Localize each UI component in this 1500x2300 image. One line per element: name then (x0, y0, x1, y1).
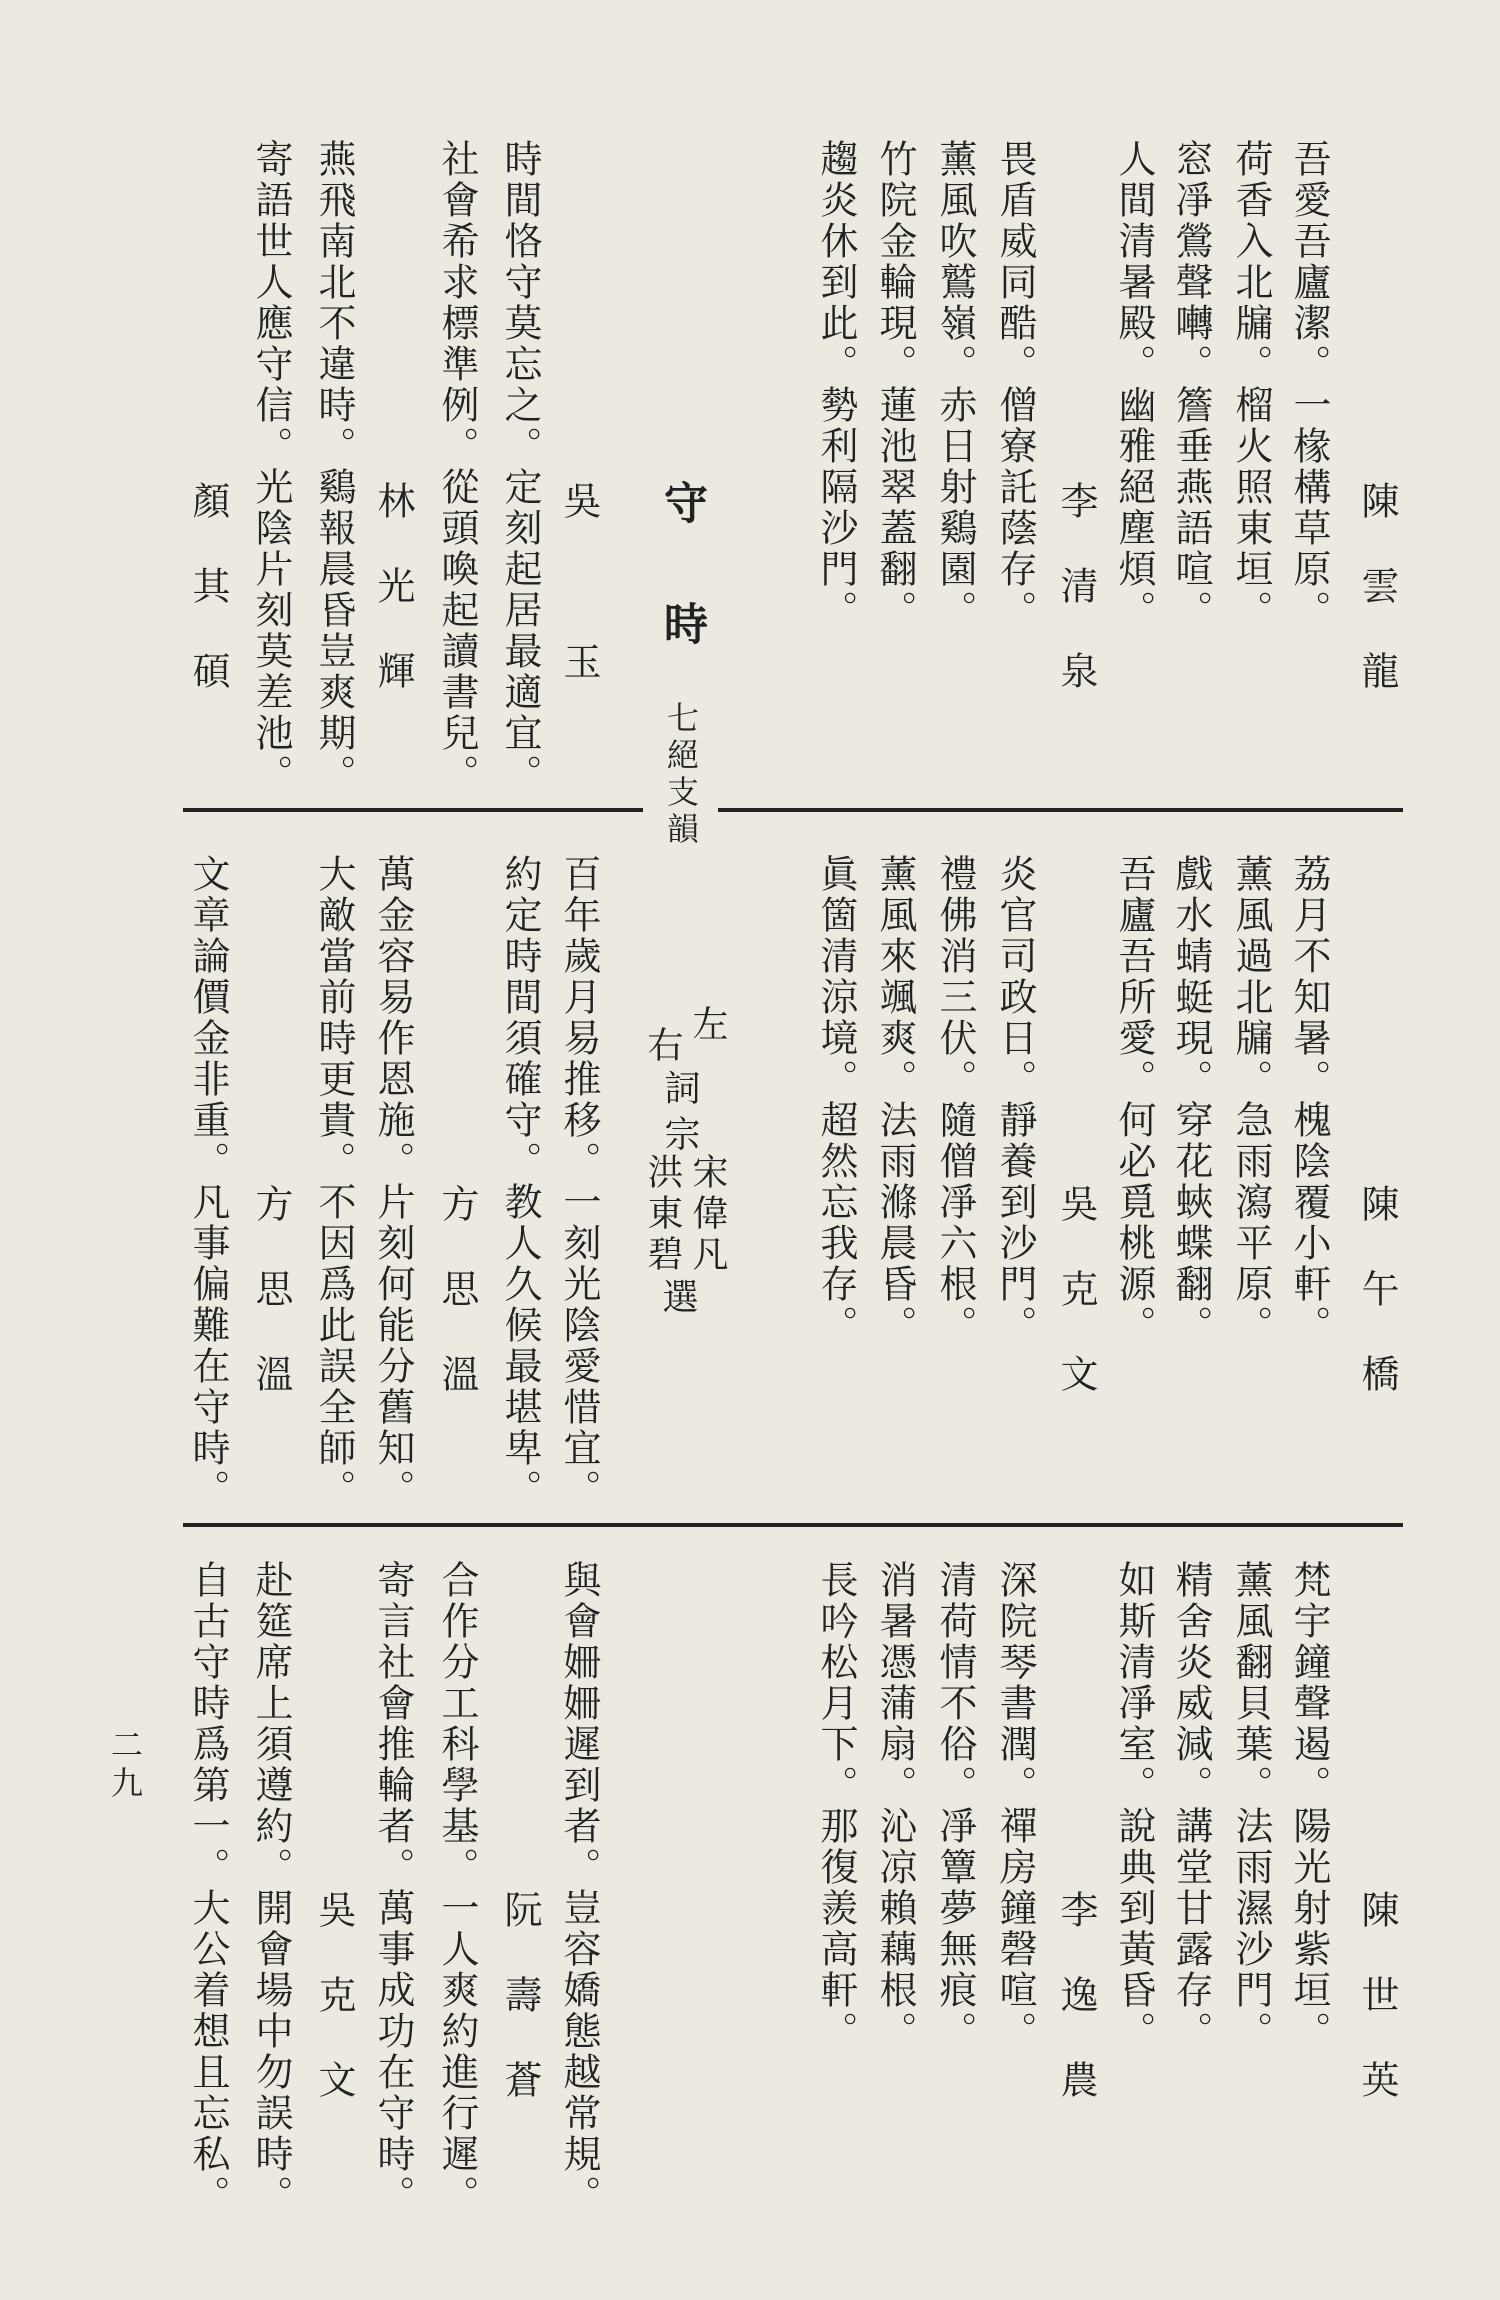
poem-line: 畏盾威同酷。僧寮託蔭存。 (993, 139, 1037, 631)
poem-line: 戲水蜻蜓現。穿花蛺蝶翻。 (1169, 854, 1213, 1346)
poem-author: 吳克文 (1054, 1184, 1098, 1439)
poem-line: 百年歲月易推移。一刻光陰愛惜宜。 (557, 854, 601, 1510)
poem-line: 寄語世人應守信。光陰片刻莫差池。 (249, 139, 293, 795)
poem-line: 吾愛吾廬潔。一椽構草原。 (1287, 139, 1331, 631)
poem-author: 陳午橋 (1355, 1184, 1399, 1439)
divider-rule (718, 808, 1403, 812)
poem-author: 李逸農 (1054, 1890, 1098, 2145)
poem-author: 阮壽蒼 (498, 1890, 542, 2145)
poem-line: 赴筵席上須遵約。開會場中勿誤時。 (249, 1560, 293, 2216)
judge-selected-mark: 選 (657, 1278, 698, 1319)
poem-author: 林光輝 (371, 481, 415, 736)
poem-line: 薰風來颯爽。法雨滌晨昏。 (873, 854, 917, 1346)
poem-line: 吾廬吾所愛。何必覓桃源。 (1112, 854, 1156, 1346)
judge-left-name: 宋偉凡 (687, 1153, 728, 1276)
poem-author: 方思溫 (249, 1184, 293, 1439)
poem-line: 燕飛南北不違時。鷄報晨昏豈爽期。 (312, 139, 356, 795)
poem-line: 梵宇鐘聲遏。陽光射紫垣。 (1287, 1560, 1331, 2052)
poem-line: 炎官司政日。靜養到沙門。 (993, 854, 1037, 1346)
poem-author: 方思溫 (435, 1184, 479, 1439)
poem-line: 社會希求標準例。從頭喚起讀書兒。 (435, 139, 479, 795)
divider-rule (183, 808, 643, 812)
poem-line: 合作分工科學基。一人爽約進行遲。 (435, 1560, 479, 2216)
poem-line: 深院琴書潤。禪房鐘磬喧。 (993, 1560, 1037, 2052)
poem-line: 荔月不知暑。槐陰覆小軒。 (1287, 854, 1331, 1346)
judge-right-label: 右 (642, 1026, 683, 1067)
poem-line: 文章論價金非重。凡事偏難在守時。 (186, 854, 230, 1510)
poem-line: 薰風吹鷲嶺。赤日射鷄園。 (933, 139, 977, 631)
poem-author: 吳克文 (312, 1890, 356, 2145)
poem-line: 大敵當前時更貴。不因爲此誤全師。 (312, 854, 356, 1510)
poem-line: 薰風翻貝葉。法雨濕沙門。 (1229, 1560, 1273, 2052)
judge-right-name: 洪東碧 (642, 1153, 683, 1276)
poem-line: 清荷情不俗。凈簟夢無痕。 (933, 1560, 977, 2052)
page-number: 二九 (106, 1728, 144, 1804)
poem-author: 陳雲龍 (1355, 481, 1399, 736)
poem-line: 窓凈鶯聲囀。簷垂燕語喧。 (1169, 139, 1213, 631)
poem-author: 李清泉 (1054, 481, 1098, 736)
poem-line: 竹院金輪現。蓮池翠蓋翻。 (873, 139, 917, 631)
poem-line: 荷香入北牖。榴火照東垣。 (1229, 139, 1273, 631)
poem-line: 眞箇清涼境。超然忘我存。 (814, 854, 858, 1346)
divider-rule (183, 1523, 1403, 1527)
poem-line: 薰風過北牖。急雨瀉平原。 (1229, 854, 1273, 1346)
poem-line: 寄言社會推輪者。萬事成功在守時。 (371, 1560, 415, 2216)
poem-author: 吳玉 (557, 481, 601, 803)
section-subtitle: 七絕支韻 (662, 701, 700, 849)
poem-author: 顏其碩 (186, 481, 230, 736)
poem-line: 長吟松月下。那復羨高軒。 (814, 1560, 858, 2052)
poem-line: 如斯清凈室。說典到黃昏。 (1112, 1560, 1156, 2052)
poem-line: 時間恪守莫忘之。定刻起居最適宜。 (498, 139, 542, 795)
poem-line: 精舍炎威減。講堂甘露存。 (1169, 1560, 1213, 2052)
poem-line: 人間清暑殿。幽雅絕塵煩。 (1112, 139, 1156, 631)
poem-line: 趨炎休到此。勢利隔沙門。 (814, 139, 858, 631)
poem-line: 禮佛消三伏。隨僧凈六根。 (933, 854, 977, 1346)
poem-author: 陳世英 (1355, 1890, 1399, 2145)
section-title: 守時 (656, 480, 707, 722)
poem-line: 約定時間須確守。教人久候最堪卑。 (498, 854, 542, 1510)
poem-line: 萬金容易作恩施。片刻何能分舊知。 (371, 854, 415, 1510)
judge-left-label: 左 (687, 1005, 728, 1046)
poem-line: 自古守時爲第一。大公着想且忘私。 (186, 1560, 230, 2216)
judge-title: 詞宗 (659, 1069, 700, 1161)
poem-line: 與會姍姍遲到者。豈容嬌態越常規。 (557, 1560, 601, 2216)
poem-line: 消暑憑蒲扇。沁凉賴藕根。 (873, 1560, 917, 2052)
